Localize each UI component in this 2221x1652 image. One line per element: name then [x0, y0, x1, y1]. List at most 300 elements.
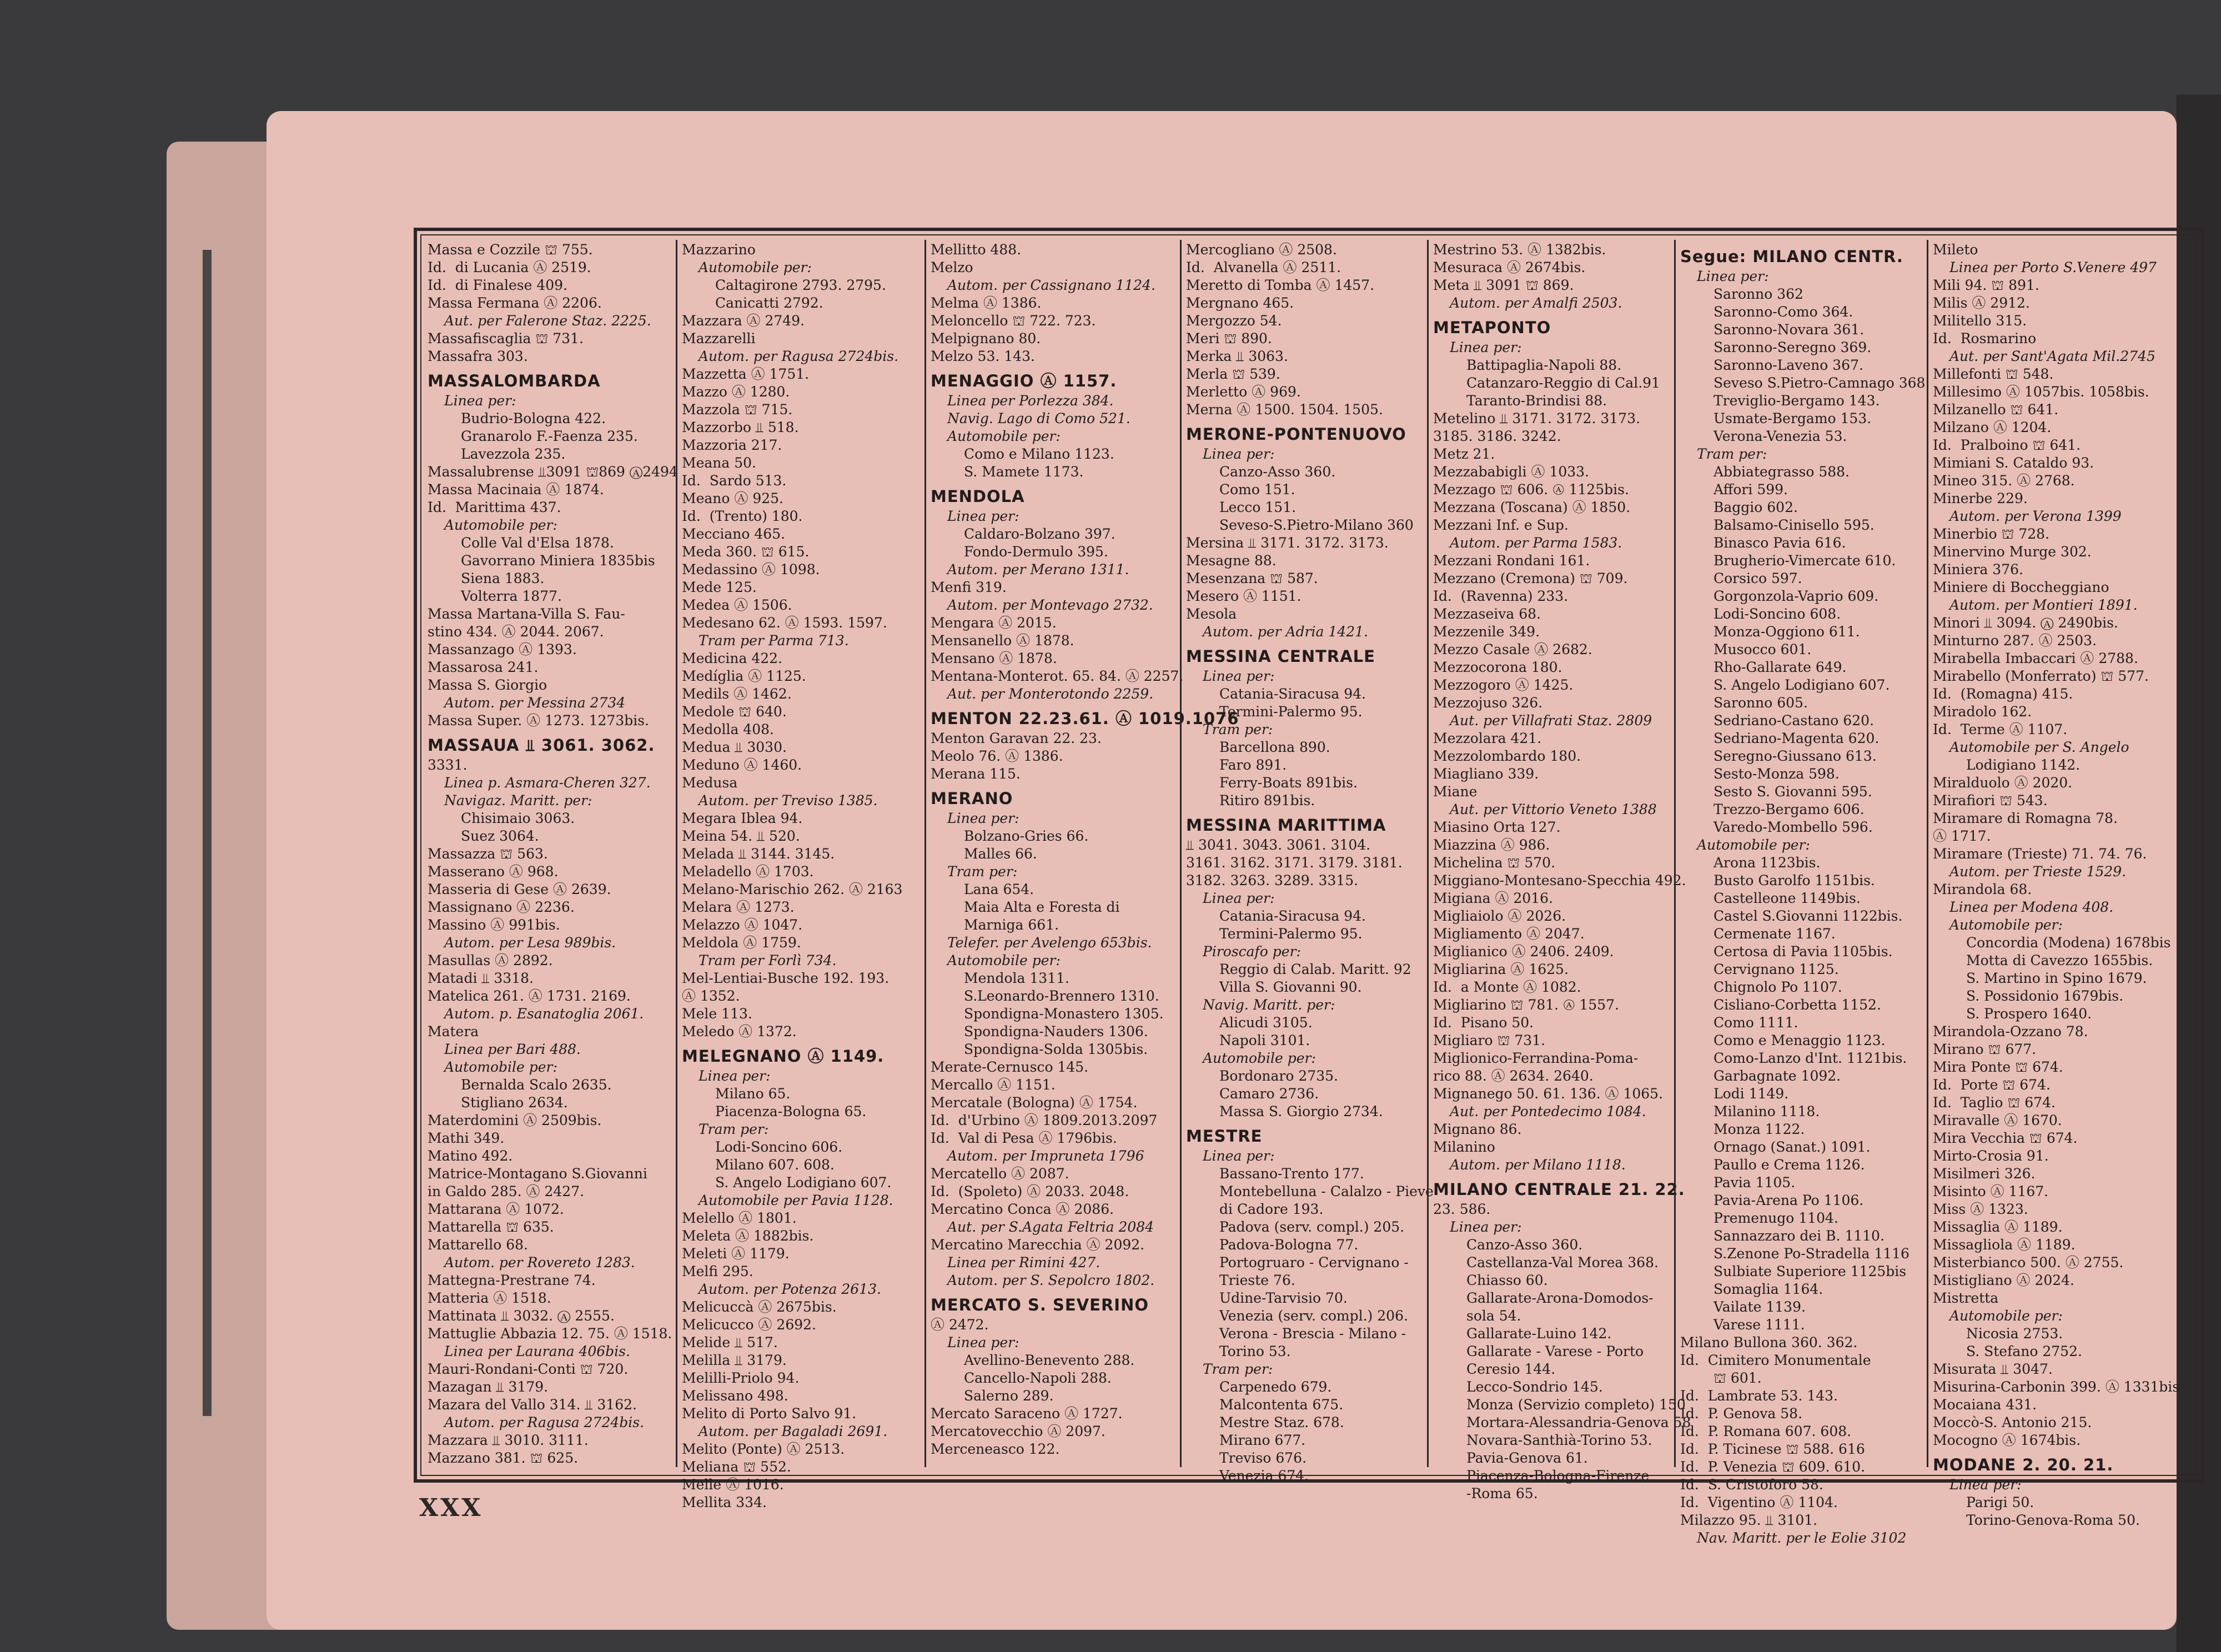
index-entry: Miniera 376.	[1933, 561, 2023, 578]
index-entry: Seregno-Giussano 613.	[1714, 748, 1877, 764]
index-entry: Massarosa 241.	[428, 659, 539, 675]
index-entry: Tram per:	[947, 863, 1018, 880]
index-entry: ⫫ 3041. 3043. 3061. 3104.	[1186, 837, 1371, 853]
index-entry: Migliaiolo Ⓐ 2026.	[1433, 908, 1566, 924]
index-entry: Autom. per Parma 1583.	[1450, 535, 1622, 551]
index-entry: Busto Garolfo 1151bis.	[1714, 872, 1875, 888]
index-entry: Termini-Palermo 95.	[1219, 926, 1363, 942]
index-entry: Miramare di Romagna 78.	[1933, 810, 2118, 826]
index-entry: Miravalle Ⓐ 1670.	[1933, 1112, 2062, 1128]
index-entry: Malles 66.	[964, 846, 1037, 862]
index-entry: Meano Ⓐ 925.	[682, 490, 784, 506]
index-entry: Melpignano 80.	[931, 330, 1041, 347]
index-entry: Automobile per:	[947, 952, 1061, 968]
index-entry: Colle Val d'Elsa 1878.	[461, 535, 614, 551]
index-entry: Torino-Genova-Roma 50.	[1966, 1512, 2140, 1528]
index-entry: Saronno-Como 364.	[1714, 304, 1853, 320]
index-entry: Masseria di Gese Ⓐ 2639.	[428, 881, 611, 897]
index-entry: Caldaro-Bolzano 397.	[964, 526, 1115, 542]
index-entry: Massafiscaglia ⛫ 731.	[428, 330, 584, 347]
index-entry: Binasco Pavia 616.	[1714, 535, 1846, 551]
index-entry: Autom. per Amalfi 2503.	[1450, 295, 1622, 311]
index-entry: Sannazzaro dei B. 1110.	[1714, 1228, 1885, 1244]
index-entry: Nav. Maritt. per le Eolie 3102	[1697, 1530, 1907, 1546]
index-entry: Chisimaio 3063.	[461, 810, 575, 826]
index-heading: MENDOLA	[931, 487, 1025, 506]
index-heading: MASSAUA ⫫ 3061. 3062.	[428, 736, 655, 755]
index-entry: Melzo 53. 143.	[931, 348, 1035, 364]
index-entry: Padova (serv. compl.) 205.	[1219, 1219, 1405, 1235]
index-entry: Migliarino ⛫ 781. Ⓐ 1557.	[1433, 997, 1619, 1013]
index-entry: Linea per:	[947, 810, 1019, 826]
index-entry: Mercatino Marecchia Ⓐ 2092.	[931, 1237, 1145, 1253]
index-entry: Canicatti 2792.	[715, 295, 823, 311]
index-entry: Como-Lanzo d'Int. 1121bis.	[1714, 1050, 1907, 1066]
index-entry: Autom. per Milano 1118.	[1450, 1157, 1626, 1173]
index-entry: Mezzano (Cremona) ⛫ 709.	[1433, 570, 1628, 586]
index-entry: in Galdo 285. Ⓐ 2427.	[428, 1183, 585, 1199]
index-entry: Sesto S. Giovanni 595.	[1714, 784, 1872, 800]
index-entry: Linea per:	[1949, 1477, 2022, 1493]
index-entry: Massa e Cozzile ⛫ 755.	[428, 242, 593, 258]
index-column-5	[1427, 240, 1691, 1502]
index-entry: Lecco 151.	[1219, 499, 1297, 515]
index-entry: Mezzenile 349.	[1433, 624, 1540, 640]
index-entry: Mezzani Inf. e Sup.	[1433, 517, 1569, 533]
index-entry: Meliana ⛫ 552.	[682, 1459, 791, 1475]
index-entry: Medole ⛫ 640.	[682, 704, 787, 720]
index-entry: Melissano 498.	[682, 1388, 788, 1404]
index-entry: Mileto	[1933, 242, 1978, 258]
index-entry: Budrio-Bologna 422.	[461, 410, 606, 426]
index-entry: 3182. 3263. 3289. 3315.	[1186, 872, 1359, 888]
index-entry: Mistretta	[1933, 1290, 1999, 1306]
index-entry: Verona-Venezia 53.	[1714, 428, 1847, 444]
index-entry: Varese 1111.	[1714, 1317, 1805, 1333]
index-entry: Miglionico-Ferrandina-Poma-	[1433, 1050, 1639, 1066]
index-entry: Linea per Bari 488.	[444, 1041, 581, 1057]
index-entry: Id. Pisano 50.	[1433, 1015, 1534, 1031]
index-entry: Automobile per:	[1949, 917, 2063, 933]
index-entry: Mezzago ⛫ 606. Ⓐ 1125bis.	[1433, 481, 1629, 498]
index-entry: Mezzocorona 180.	[1433, 659, 1562, 675]
index-entry: Miralduolo Ⓐ 2020.	[1933, 775, 2073, 791]
index-entry: Marniga 661.	[964, 917, 1059, 933]
index-entry: Id. d'Urbino Ⓐ 1809.2013.2097	[931, 1112, 1158, 1128]
index-entry: Saronno 362	[1714, 286, 1803, 302]
index-entry: Telefer. per Avelengo 653bis.	[947, 935, 1152, 951]
index-entry: Mezzogoro Ⓐ 1425.	[1433, 677, 1574, 693]
index-entry: Reggio di Calab. Maritt. 92	[1219, 961, 1411, 977]
index-entry: Stigliano 2634.	[461, 1094, 568, 1111]
index-entry: Mirabello (Monferrato) ⛫ 577.	[1933, 668, 2149, 684]
index-entry: Verona - Brescia - Milano -	[1219, 1325, 1406, 1342]
index-entry: Canzo-Asso 360.	[1466, 1237, 1583, 1253]
index-entry: Como 1111.	[1714, 1015, 1798, 1031]
index-entry: Chignolo Po 1107.	[1714, 979, 1842, 995]
index-entry: Meta ⫫ 3091 ⛫ 869.	[1433, 277, 1574, 293]
index-entry: Miss Ⓐ 1323.	[1933, 1201, 2028, 1217]
index-entry: ⛫ 601.	[1714, 1370, 1762, 1386]
index-heading: METAPONTO	[1433, 318, 1551, 337]
index-entry: Autom. per Lesa 989bis.	[444, 935, 616, 951]
index-entry: Mirano ⛫ 677.	[1933, 1041, 2037, 1057]
index-entry: Millesimo Ⓐ 1057bis. 1058bis.	[1933, 384, 2149, 400]
index-entry: Autom. per Verona 1399	[1949, 508, 2122, 524]
index-entry: Mensano Ⓐ 1878.	[931, 650, 1057, 666]
index-entry: Id. (Romagna) 415.	[1933, 686, 2073, 702]
index-entry: Melle Ⓐ 1016.	[682, 1477, 784, 1493]
index-entry: Autom. per Montevago 2732.	[947, 597, 1153, 613]
index-entry: Pavia 1105.	[1714, 1174, 1796, 1191]
index-entry: Id. P. Ticinese ⛫ 588. 616	[1680, 1441, 1865, 1457]
index-entry: Lodi-Soncino 606.	[715, 1139, 843, 1155]
index-heading: MESSINA MARITTIMA	[1186, 816, 1386, 835]
index-entry: Avellino-Benevento 288.	[964, 1352, 1135, 1368]
index-entry: Venezia 674.	[1219, 1468, 1309, 1484]
index-entry: Migliaro ⛫ 731.	[1433, 1032, 1546, 1048]
index-entry: Meleti Ⓐ 1179.	[682, 1246, 790, 1262]
index-entry: Merate-Cernusco 145.	[931, 1059, 1089, 1075]
index-column-4	[1180, 240, 1434, 1484]
index-entry: S. Angelo Lodigiano 607.	[1714, 677, 1890, 693]
index-entry: Cermenate 1167.	[1714, 926, 1836, 942]
index-entry: Mezzani Rondani 161.	[1433, 553, 1590, 569]
index-entry: Misurina-Carbonin 399. Ⓐ 1331bis	[1933, 1379, 2180, 1395]
index-entry: Aut. per Falerone Staz. 2225.	[444, 313, 651, 329]
index-entry: Mirafiori ⛫ 543.	[1933, 792, 2048, 809]
index-entry: Mattarana Ⓐ 1072.	[428, 1201, 564, 1217]
index-entry: Cervignano 1125.	[1714, 961, 1839, 977]
index-entry: Gallarate-Luino 142.	[1466, 1325, 1612, 1342]
index-entry: Autom. per Potenza 2613.	[699, 1281, 881, 1297]
index-entry: S. Angelo Lodigiano 607.	[715, 1174, 892, 1191]
index-entry: Michelina ⛫ 570.	[1433, 855, 1556, 871]
index-entry: Termini-Palermo 95.	[1219, 704, 1363, 720]
index-entry: Melma Ⓐ 1386.	[931, 295, 1042, 311]
index-entry: Mauri-Rondani-Conti ⛫ 720.	[428, 1361, 629, 1377]
index-heading: MESTRE	[1186, 1127, 1263, 1146]
index-entry: Materdomini Ⓐ 2509bis.	[428, 1112, 602, 1128]
index-entry: Misterbianco 500. Ⓐ 2755.	[1933, 1254, 2124, 1271]
index-entry: Miasino Orta 127.	[1433, 819, 1561, 835]
index-entry: Villa S. Giovanni 90.	[1219, 979, 1362, 995]
index-entry: Nicosia 2753.	[1966, 1325, 2063, 1342]
index-entry: Mirandola 68.	[1933, 881, 2032, 897]
index-entry: Piacenza-Bologna-Firenze	[1466, 1468, 1650, 1484]
index-entry: Treviglio-Bergamo 143.	[1714, 393, 1880, 409]
index-entry: Seveso S.Pietro-Camnago 368.	[1714, 375, 1930, 391]
index-entry: sola 54.	[1466, 1308, 1521, 1324]
index-entry: Sesto-Monza 598.	[1714, 766, 1840, 782]
index-entry: Melicuccà Ⓐ 2675bis.	[682, 1299, 837, 1315]
index-entry: Mercatovecchio Ⓐ 2097.	[931, 1423, 1106, 1439]
index-entry: Masserano Ⓐ 968.	[428, 863, 559, 880]
index-entry: 3331.	[428, 757, 468, 773]
index-entry: Baggio 602.	[1714, 499, 1798, 515]
index-entry: Barcellona 890.	[1219, 739, 1330, 755]
index-entry: Id. (Trento) 180.	[682, 508, 803, 524]
index-entry: Sedriano-Magenta 620.	[1714, 730, 1880, 746]
index-entry: Mattegna-Prestrane 74.	[428, 1272, 596, 1288]
index-entry: Matteria Ⓐ 1518.	[428, 1290, 551, 1306]
index-entry: Mattarello 68.	[428, 1237, 528, 1253]
index-entry: Massa S. Giorgio	[428, 677, 547, 693]
index-entry: Saronno-Laveno 367.	[1714, 357, 1863, 373]
index-entry: Milano Bullona 360. 362.	[1680, 1334, 1858, 1350]
index-entry: Mezzolara 421.	[1433, 730, 1542, 746]
index-entry: Mesola	[1186, 606, 1237, 622]
index-entry: Aut. per Sant'Agata Mil.2745	[1949, 348, 2155, 364]
index-entry: Mirto-Crosia 91.	[1933, 1148, 2049, 1164]
index-entry: Menton Garavan 22. 23.	[931, 730, 1102, 746]
index-entry: Mersina ⫫ 3171. 3172. 3173.	[1186, 535, 1389, 551]
index-entry: Mesero Ⓐ 1151.	[1186, 588, 1302, 604]
index-entry: Melfi 295.	[682, 1263, 753, 1279]
index-entry: Trezzo-Bergamo 606.	[1714, 801, 1865, 817]
index-entry: Ceresio 144.	[1466, 1361, 1556, 1377]
index-entry: Miglianico Ⓐ 2406. 2409.	[1433, 943, 1614, 960]
index-entry: Massazza ⛫ 563.	[428, 846, 548, 862]
index-entry: Cisliano-Corbetta 1152.	[1714, 997, 1881, 1013]
index-entry: di Cadore 193.	[1219, 1201, 1324, 1217]
index-entry: Massa Macinaia Ⓐ 1874.	[428, 481, 604, 498]
index-entry: Mezzo Casale Ⓐ 2682.	[1433, 641, 1592, 657]
index-entry: Merana 115.	[931, 766, 1021, 782]
index-entry: Mocogno Ⓐ 1674bis.	[1933, 1432, 2081, 1448]
index-entry: Mazzo Ⓐ 1280.	[682, 384, 790, 400]
index-heading: Segue: MILANO CENTR.	[1680, 247, 1903, 266]
index-entry: Mira Vecchia ⛫ 674.	[1933, 1130, 2078, 1146]
index-entry: 3161. 3162. 3171. 3179. 3181.	[1186, 855, 1403, 871]
index-entry: Monza (Servizio completo) 150	[1466, 1397, 1686, 1413]
index-entry: Mesagne 88.	[1186, 553, 1277, 569]
index-column-6	[1674, 240, 1930, 1546]
index-entry: Como e Milano 1123.	[964, 446, 1114, 462]
index-entry: Merka ⫫ 3063.	[1186, 348, 1288, 364]
index-entry: Mimiani S. Cataldo 93.	[1933, 455, 2094, 471]
index-entry: Ornago (Sanat.) 1091.	[1714, 1139, 1871, 1155]
index-entry: Militello 315.	[1933, 313, 2027, 329]
index-entry: Massa S. Giorgio 2734.	[1219, 1103, 1383, 1119]
index-entry: Arona 1123bis.	[1714, 855, 1821, 871]
index-entry: Lodigiano 1142.	[1966, 757, 2081, 773]
index-entry: Ferry-Boats 891bis.	[1219, 775, 1358, 791]
index-entry: Suez 3064.	[461, 828, 539, 844]
index-entry: Novara-Santhià-Torino 53.	[1466, 1432, 1652, 1448]
index-entry: Mattinata ⫫ 3032. Ⓐ 2555.	[428, 1308, 615, 1324]
index-entry: Matrice-Montagano S.Giovanni	[428, 1166, 647, 1182]
index-entry: Torino 53.	[1219, 1343, 1291, 1359]
index-entry: Catania-Siracusa 94.	[1219, 686, 1366, 702]
index-entry: Automobile per:	[1697, 837, 1810, 853]
index-entry: Automobile per:	[699, 259, 812, 275]
index-entry: Id. Marittima 437.	[428, 499, 561, 515]
index-entry: Meloncello ⛫ 722. 723.	[931, 313, 1096, 329]
index-entry: Meretto di Tomba Ⓐ 1457.	[1186, 277, 1375, 293]
index-entry: Autom. per Bagaladi 2691.	[699, 1423, 888, 1439]
index-entry: Tram per:	[1203, 1361, 1273, 1377]
index-entry: Mestrino 53. Ⓐ 1382bis.	[1433, 242, 1606, 258]
index-heading: MERONE-PONTENUOVO	[1186, 425, 1406, 444]
index-entry: Mistigliano Ⓐ 2024.	[1933, 1272, 2074, 1288]
index-entry: Chiasso 60.	[1466, 1272, 1548, 1288]
index-heading: MELEGNANO Ⓐ 1149.	[682, 1047, 885, 1066]
index-entry: Id. a Monte Ⓐ 1082.	[1433, 979, 1581, 995]
index-entry: Motta di Cavezzo 1655bis.	[1966, 952, 2153, 968]
index-entry: Automobile per:	[1203, 1050, 1316, 1066]
index-entry: Meldola Ⓐ 1759.	[682, 935, 801, 951]
index-entry: Masullas Ⓐ 2892.	[428, 952, 553, 968]
index-entry: Mede 125.	[682, 579, 757, 595]
index-entry: Medíglia Ⓐ 1125.	[682, 668, 806, 684]
index-entry: Autom. per Montieri 1891.	[1949, 597, 2138, 613]
index-entry: Fondo-Dermulo 395.	[964, 544, 1108, 560]
index-heading: MESSINA CENTRALE	[1186, 647, 1375, 666]
index-entry: Misilmeri 326.	[1933, 1166, 2036, 1182]
index-entry: Miane	[1433, 784, 1478, 800]
index-entry: Castel S.Giovanni 1122bis.	[1714, 908, 1903, 924]
index-column-7	[1927, 240, 2196, 1528]
index-entry: Id. P. Genova 58.	[1680, 1405, 1803, 1422]
index-entry: 3185. 3186. 3242.	[1433, 428, 1561, 444]
index-entry: Meana 50.	[682, 455, 757, 471]
index-entry: Mineo 315. Ⓐ 2768.	[1933, 473, 2075, 489]
index-entry: Miggiano-Montesano-Specchia 492.	[1433, 872, 1686, 888]
index-entry: Napoli 3101.	[1219, 1032, 1310, 1048]
index-entry: Linea per Rimini 427.	[947, 1254, 1101, 1271]
index-entry: Mercato Saraceno Ⓐ 1727.	[931, 1405, 1123, 1422]
index-entry: stino 434. Ⓐ 2044. 2067.	[428, 624, 604, 640]
index-entry: Trieste 76.	[1219, 1272, 1295, 1288]
index-entry: -Roma 65.	[1466, 1485, 1538, 1502]
index-entry: Linea per Laurana 406bis.	[444, 1343, 630, 1359]
index-entry: Melilla ⫫ 3179.	[682, 1352, 787, 1368]
index-entry: Mengara Ⓐ 2015.	[931, 615, 1057, 631]
index-entry: Melito (Ponte) Ⓐ 2513.	[682, 1441, 845, 1457]
index-entry: Lana 654.	[964, 881, 1034, 897]
index-entry: Misurata ⫫ 3047.	[1933, 1361, 2053, 1377]
index-entry: Lecco-Sondrio 145.	[1466, 1379, 1603, 1395]
index-entry: Cancello-Napoli 288.	[964, 1370, 1112, 1386]
index-entry: Mezzababigli Ⓐ 1033.	[1433, 464, 1590, 480]
index-entry: Tram per:	[1697, 446, 1767, 462]
index-heading: MILANO CENTRALE 21. 22.	[1433, 1180, 1685, 1199]
index-entry: Spondigna-Monastero 1305.	[964, 1006, 1164, 1022]
index-entry: Linea per:	[1697, 268, 1769, 284]
index-entry: Meladello Ⓐ 1703.	[682, 863, 814, 880]
index-entry: Aut. per Monterotondo 2259.	[947, 686, 1154, 702]
index-entry: Menfi 319.	[931, 579, 1007, 595]
index-entry: Udine-Tarvisio 70.	[1219, 1290, 1348, 1306]
index-entry: Melano-Marischio 262. Ⓐ 2163	[682, 881, 903, 897]
index-entry: Matadi ⫫ 3318.	[428, 970, 534, 986]
index-entry: Gallarate-Arona-Domodos-	[1466, 1290, 1654, 1306]
index-entry: Melzo	[931, 259, 973, 275]
index-entry: S. Martino in Spino 1679.	[1966, 970, 2147, 986]
index-entry: Salerno 289.	[964, 1388, 1054, 1404]
index-entry: Millefonti ⛫ 548.	[1933, 366, 2054, 382]
index-entry: Mecciano 465.	[682, 526, 786, 542]
index-entry: Automobile per:	[444, 1059, 557, 1075]
index-entry: Merceneasco 122.	[931, 1441, 1060, 1457]
index-entry: Mirano 677.	[1219, 1432, 1306, 1448]
index-entry: Linea per:	[1203, 1148, 1275, 1164]
index-entry: Id. Alvanella Ⓐ 2511.	[1186, 259, 1341, 275]
index-entry: Brugherio-Vimercate 610.	[1714, 553, 1896, 569]
index-entry: Montebelluna - Calalzo - Pieve	[1219, 1183, 1434, 1199]
index-entry: Bassano-Trento 177.	[1219, 1166, 1364, 1182]
index-entry: Miradolo 162.	[1933, 704, 2032, 720]
index-entry: Melara Ⓐ 1273.	[682, 899, 795, 915]
index-entry: Camaro 2736.	[1219, 1086, 1319, 1102]
index-entry: Mazzetta Ⓐ 1751.	[682, 366, 810, 382]
index-entry: Id. di Finalese 409.	[428, 277, 568, 293]
index-entry: Ⓐ 2472.	[931, 1317, 989, 1333]
index-entry: Mestre Staz. 678.	[1219, 1414, 1344, 1430]
index-entry: Melicucco Ⓐ 2692.	[682, 1317, 817, 1333]
index-entry: Id. Lambrate 53. 143.	[1680, 1388, 1838, 1404]
index-entry: Milano 65.	[715, 1086, 791, 1102]
index-entry: Mercatino Conca Ⓐ 2086.	[931, 1201, 1114, 1217]
index-entry: Medua ⫫ 3030.	[682, 739, 787, 755]
index-entry: Massafra 303.	[428, 348, 528, 364]
index-entry: Id. Taglio ⛫ 674.	[1933, 1094, 2056, 1111]
index-entry: Mergnano 465.	[1186, 295, 1294, 311]
index-entry: Spondigna-Nauders 1306.	[964, 1023, 1148, 1040]
index-entry: Concordia (Modena) 1678bis	[1966, 935, 2171, 951]
index-entry: Minturno 287. Ⓐ 2503.	[1933, 632, 2097, 649]
index-entry: Gavorrano Miniera 1835bis	[461, 553, 655, 569]
index-entry: Massa Martana-Villa S. Fau-	[428, 606, 625, 622]
index-entry: Bordonaro 2735.	[1219, 1068, 1338, 1084]
index-entry: Mezzolombardo 180.	[1433, 748, 1581, 764]
index-entry: Granarolo F.-Faenza 235.	[461, 428, 638, 444]
index-entry: Padova-Bologna 77.	[1219, 1237, 1359, 1253]
index-entry: Linea per:	[444, 393, 516, 409]
index-column-1	[423, 240, 676, 1467]
index-entry: Como 151.	[1219, 481, 1295, 498]
index-entry: Castelleone 1149bis.	[1714, 890, 1861, 906]
index-entry: Taranto-Brindisi 88.	[1466, 393, 1607, 409]
index-entry: Garbagnate 1092.	[1714, 1068, 1841, 1084]
index-entry: Miniere di Boccheggiano	[1933, 579, 2109, 595]
index-entry: Monza 1122.	[1714, 1121, 1805, 1137]
index-entry: Melilli-Priolo 94.	[682, 1370, 800, 1386]
index-entry: Melazzo Ⓐ 1047.	[682, 917, 803, 933]
index-entry: Medils Ⓐ 1462.	[682, 686, 792, 702]
index-entry: Id. Terme Ⓐ 1107.	[1933, 721, 2068, 737]
index-entry: Maia Alta e Foresta di	[964, 899, 1120, 915]
index-entry: Castellanza-Val Morea 368.	[1466, 1254, 1659, 1271]
index-entry: Catanzaro-Reggio di Cal.91	[1466, 375, 1660, 391]
index-entry: Canzo-Asso 360.	[1219, 464, 1336, 480]
index-entry: Mattuglie Abbazia 12. 75. Ⓐ 1518.	[428, 1325, 672, 1342]
index-entry: Treviso 676.	[1219, 1450, 1307, 1466]
index-entry: Linea per:	[699, 1068, 771, 1084]
index-entry: Mesenzana ⛫ 587.	[1186, 570, 1318, 586]
index-entry: Miagliano 339.	[1433, 766, 1539, 782]
index-entry: Mili 94. ⛫ 891.	[1933, 277, 2039, 293]
index-entry: Mignanego 50. 61. 136. Ⓐ 1065.	[1433, 1086, 1664, 1102]
index-entry: Metelino ⫫ 3171. 3172. 3173.	[1433, 410, 1640, 426]
index-entry: Meina 54. ⫫ 520.	[682, 828, 800, 844]
index-entry: Autom. per Adria 1421.	[1203, 624, 1368, 640]
index-entry: Somaglia 1164.	[1714, 1281, 1823, 1297]
index-entry: Mergozzo 54.	[1186, 313, 1282, 329]
index-entry: Mezzana (Toscana) Ⓐ 1850.	[1433, 499, 1631, 515]
index-entry: Mezzaseiva 68.	[1433, 606, 1541, 622]
